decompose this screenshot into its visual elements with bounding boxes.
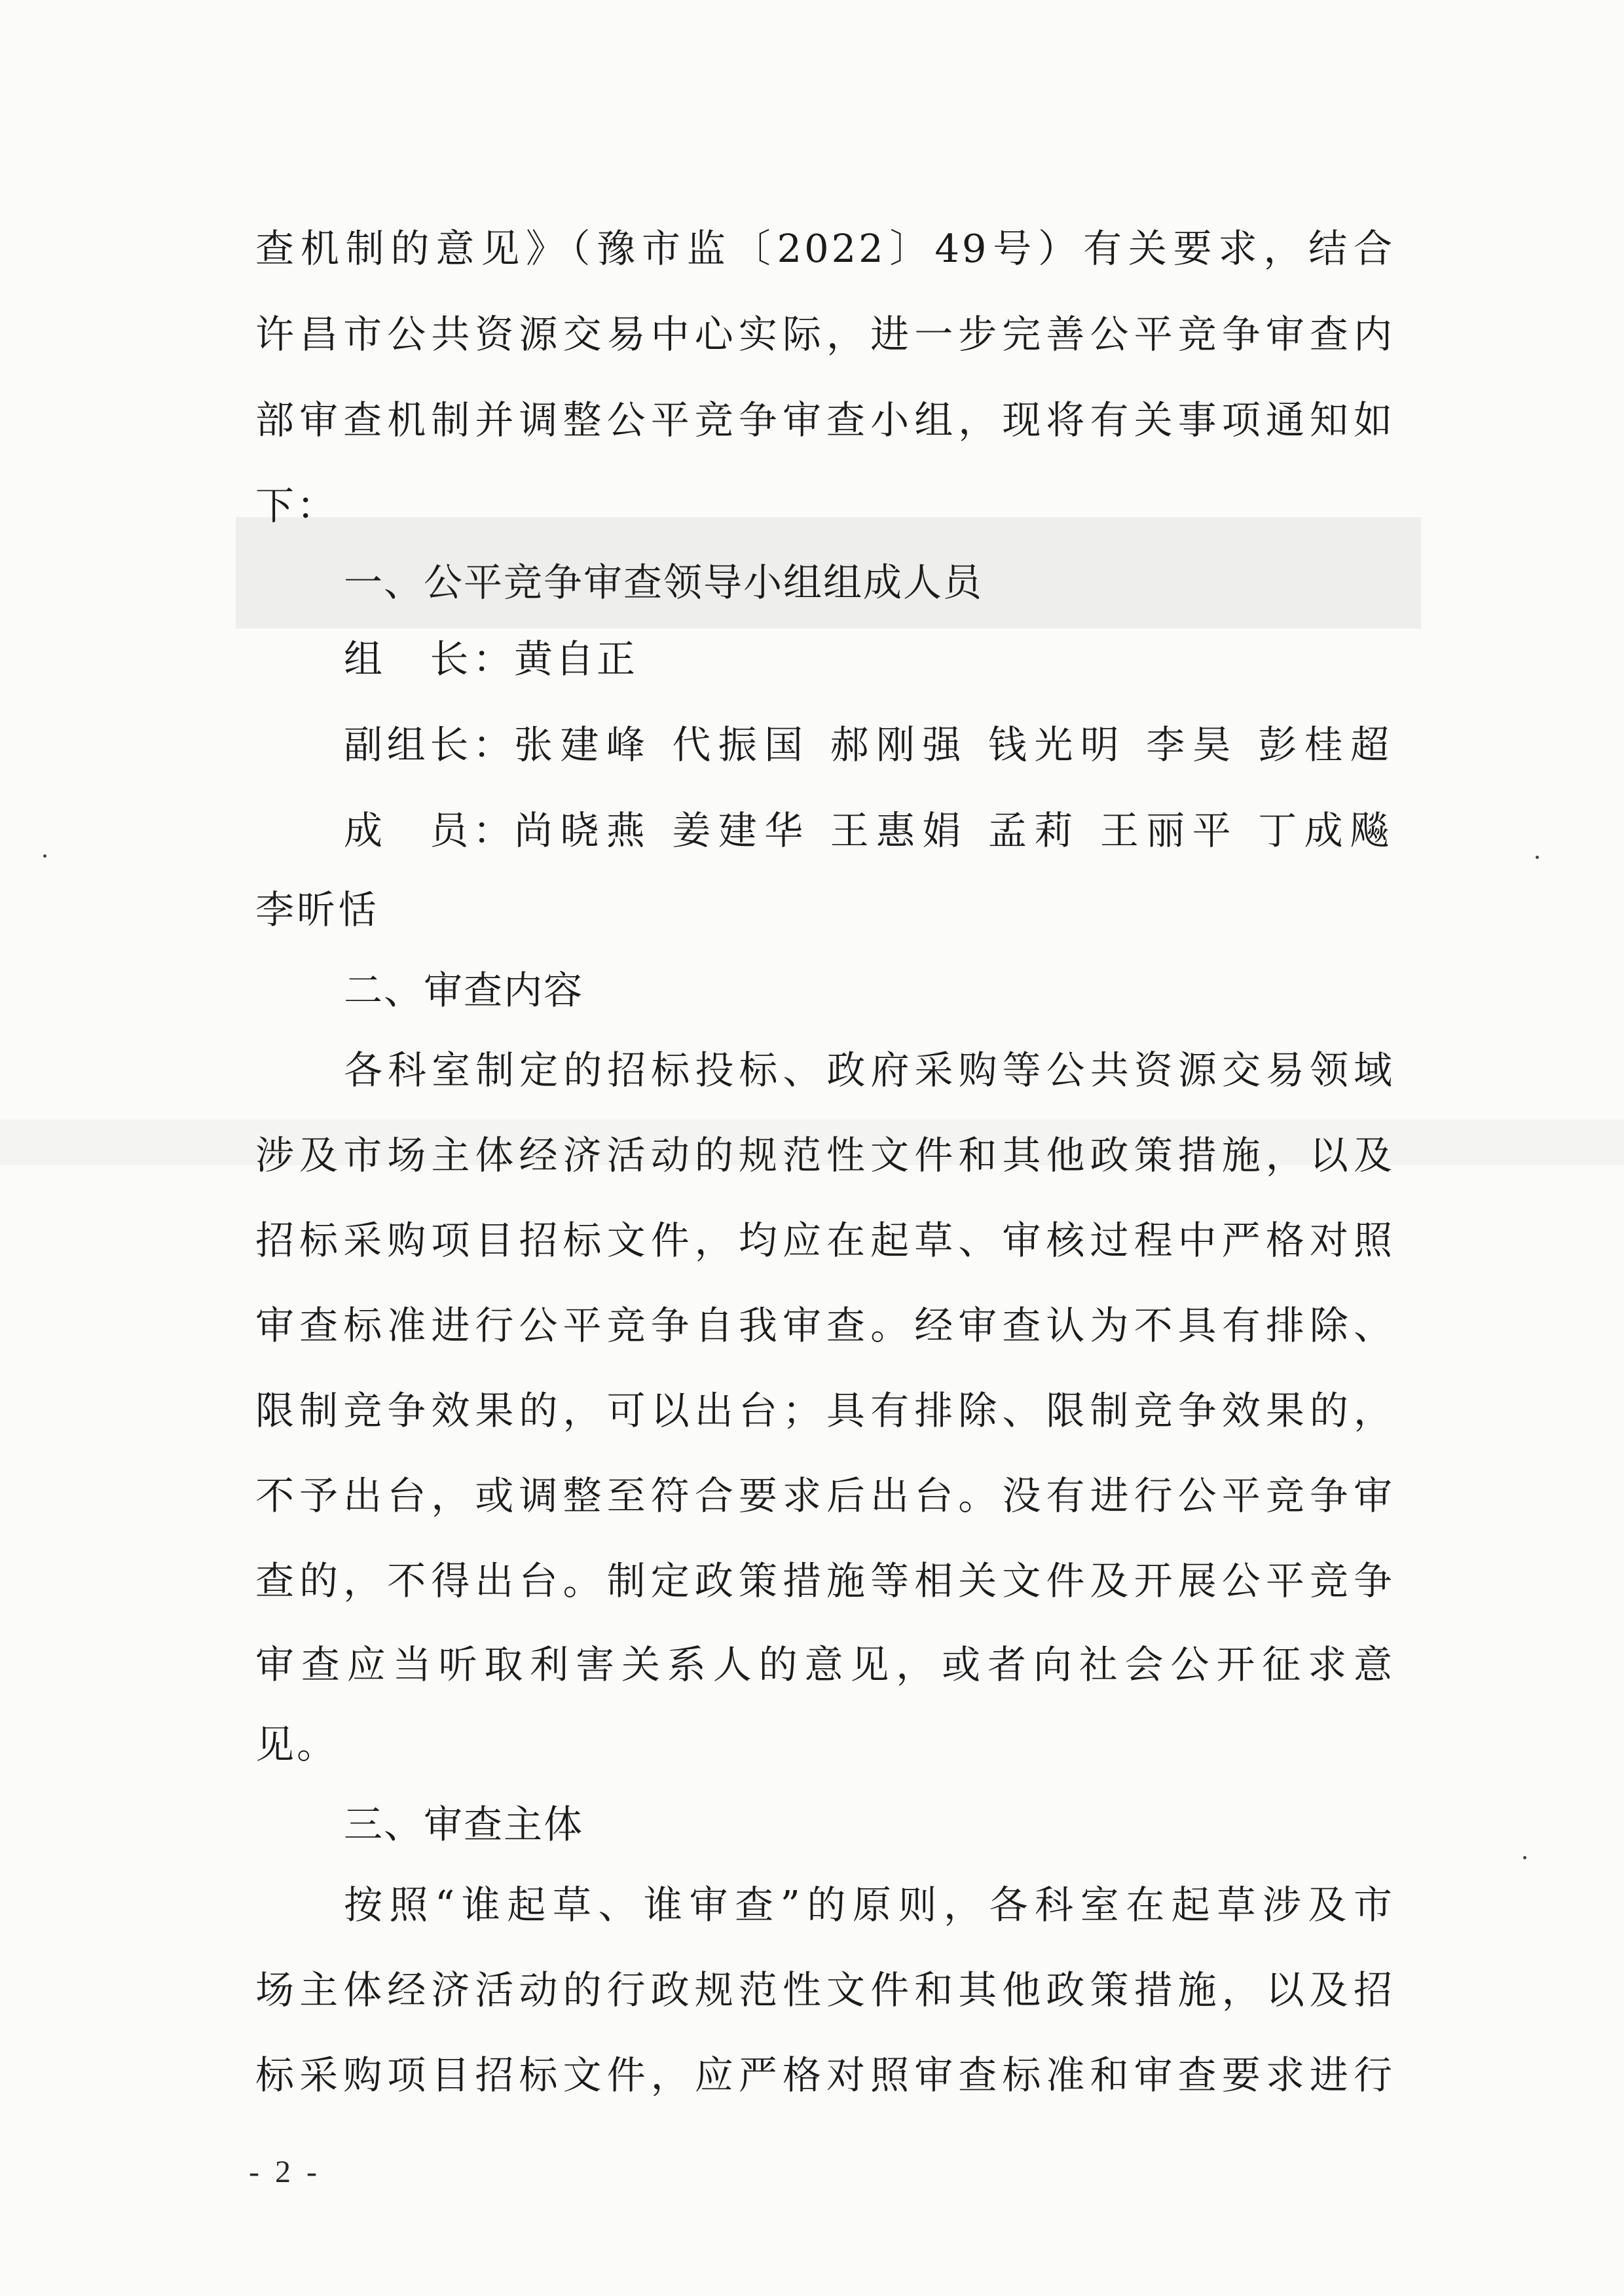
leader-label: 组 长： xyxy=(344,636,514,682)
deputy-names: 张建峰 代振国 郝刚强 钱光明 李昊 彭桂超 xyxy=(514,722,1392,767)
section-3-line-1: 按照“谁起草、谁审查”的原则，各科室在起草涉及市 xyxy=(344,1882,1395,1927)
section-2-line-6: 不予出台，或调整至符合要求后出台。没有进行公平竞争审 xyxy=(255,1473,1395,1518)
section-2-line-9: 见。 xyxy=(255,1722,339,1767)
members-label: 成 员： xyxy=(344,808,514,853)
members-names: 尚晓燕 姜建华 王惠娟 孟莉 王丽平 丁成飚 xyxy=(514,808,1392,853)
section-3-line-3: 标采购项目招标文件，应严格对照审查标准和审查要求进行 xyxy=(255,2052,1395,2098)
section-2-line-4: 审查标准进行公平竞争自我审查。经审查认为不具有排除、 xyxy=(255,1303,1395,1348)
section-2-line-8: 审查应当听取利害关系人的意见，或者向社会公开征求意 xyxy=(255,1642,1395,1687)
members-continued: 李昕恬 xyxy=(255,887,380,932)
section-3-heading: 三、审查主体 xyxy=(344,1802,584,1847)
deputy-row xyxy=(344,702,1395,788)
intro-line-1: 查机制的意见》（豫市监〔2022〕49号）有关要求，结合 xyxy=(255,226,1395,271)
section-2-line-1: 各科室制定的招标投标、政府采购等公共资源交易领域 xyxy=(344,1048,1395,1093)
deputy-label: 副组长： xyxy=(344,722,514,767)
section-2-line-7: 查的，不得出台。制定政策措施等相关文件及开展公平竞争 xyxy=(255,1558,1395,1603)
section-2-heading: 二、审查内容 xyxy=(344,968,584,1013)
leader-row xyxy=(344,617,1395,702)
leader-name: 黄自正 xyxy=(514,636,638,682)
scan-speck xyxy=(1536,856,1539,859)
section-1-heading: 一、公平竞争审查领导小组组成人员 xyxy=(344,560,984,605)
intro-line-3: 部审查机制并调整公平竞争审查小组，现将有关事项通知如 xyxy=(255,397,1395,443)
intro-line-2: 许昌市公共资源交易中心实际，进一步完善公平竞争审查内 xyxy=(255,312,1395,357)
section-3-line-2: 场主体经济活动的行政规范性文件和其他政策措施，以及招 xyxy=(255,1967,1395,2013)
members-row xyxy=(344,788,1395,873)
scan-speck xyxy=(43,854,46,858)
intro-line-4: 下： xyxy=(255,483,339,528)
scan-speck xyxy=(1523,1856,1526,1859)
section-2-line-5: 限制竞争效果的，可以出台；具有排除、限制竞争效果的， xyxy=(255,1388,1395,1433)
section-2-line-3: 招标采购项目招标文件，均应在起草、审核过程中严格对照 xyxy=(255,1218,1395,1263)
page-number: - 2 - xyxy=(249,2155,321,2189)
section-2-line-2: 涉及市场主体经济活动的规范性文件和其他政策措施，以及 xyxy=(255,1133,1395,1178)
